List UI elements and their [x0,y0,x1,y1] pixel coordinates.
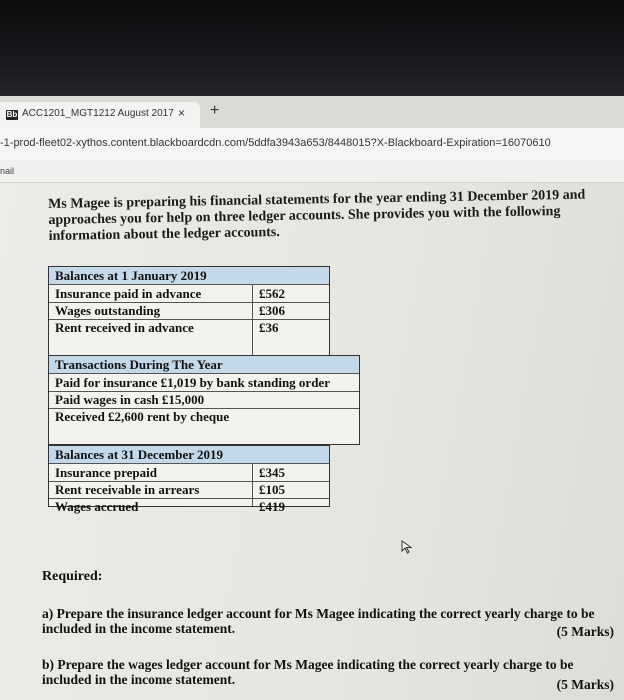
bookmarks-bar [0,160,624,183]
monitor-bezel [0,0,624,96]
transactions-table [48,355,360,445]
question-a: a) Prepare the insurance ledger account for Ms Magee indicating the correct yearly charge to be included in the income statement. [42,606,595,636]
table-title: Balances at 31 December 2019 [55,447,224,462]
table-row-value: £306 [259,303,285,318]
table-row-value: £419 [259,499,285,514]
closing-balances-table [48,445,330,514]
table-row: Paid wages in cash £15,000 [55,392,205,407]
question-a-marks: (5 Marks) [556,624,614,639]
tab-bar [0,96,624,128]
table-row-value: £36 [259,320,279,335]
mouse-cursor-icon [401,540,415,554]
table-row-value: £345 [259,465,285,480]
question-b: b) Prepare the wages ledger account for Ms Magee indicating the correct yearly charge to be included in the income statement. [42,657,574,687]
table-row: Paid for insurance £1,019 by bank standing order [55,375,330,390]
table-row-label: Insurance paid in advance [55,286,202,301]
table-row-label: Rent receivable in arrears [55,482,200,497]
url-text[interactable]: -1-prod-fleet02-xythos.content.blackboardcdn.com/5ddfa3943a653/8448015?X-Blackboard-Expiration=16070610 [0,137,551,149]
table-row-label: Wages accrued [55,499,139,514]
table-row-label: Insurance prepaid [55,465,157,480]
bookmark-item[interactable]: nail [0,166,15,176]
table-row-value: £105 [259,482,285,497]
browser-tab[interactable] [0,102,200,128]
tab-title: ACC1201_MGT1212 August 2017 [22,108,174,119]
opening-balances-table [48,266,330,356]
table-title: Balances at 1 January 2019 [55,268,207,283]
table-title: Transactions During The Year [55,357,223,372]
table-row-label: Rent received in advance [55,320,194,335]
table-row-label: Wages outstanding [55,303,161,318]
table-row: Received £2,600 rent by cheque [55,409,230,424]
new-tab-button[interactable]: + [210,102,220,119]
address-bar[interactable] [0,128,624,160]
table-row-value: £562 [259,286,285,301]
close-icon[interactable]: × [178,106,186,120]
intro-paragraph: Ms Magee is preparing his financial statements for the year ending 31 December 2019 and approaches you for help on three ledger accounts. She provides you with the following information about the ledger accounts. [48,187,586,244]
document-page [0,183,624,700]
blackboard-icon: Bb [6,110,18,119]
required-heading: Required: [42,569,103,584]
question-b-marks: (5 Marks) [556,677,614,692]
